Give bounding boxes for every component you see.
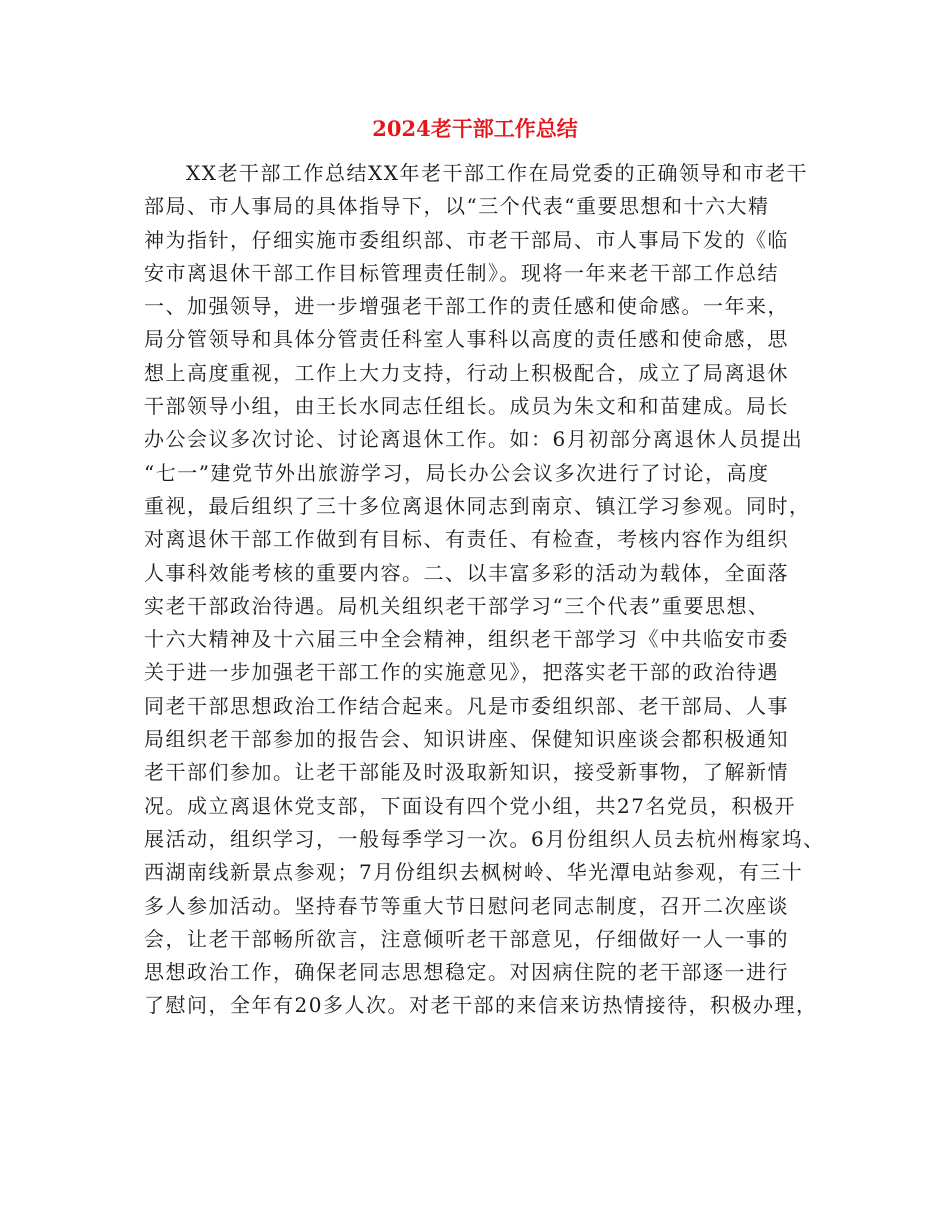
body-line: 想上高度重视，工作上大力支持，行动上积极配合，成立了局离退休 [144, 360, 789, 385]
body-line: 老干部们参加。让老干部能及时汲取新知识，接受新事物，了解新情 [144, 760, 789, 785]
body-line: 局分管领导和具体分管责任科室人事科以高度的责任感和使命感，思 [144, 327, 789, 352]
body-line: 部局、市人事局的具体指导下，以“三个代表“重要思想和十六大精 [144, 194, 770, 219]
body-line: 况。成立离退休党支部，下面设有四个党小组，共27名党员，积极开 [144, 793, 796, 818]
body-line: “七一”建党节外出旅游学习，局长办公会议多次进行了讨论，高度 [144, 460, 770, 485]
body-line: 神为指针，仔细实施市委组织部、市老干部局、市人事局下发的《临 [144, 227, 789, 252]
body-line: 会，让老干部畅所欲言，注意倾听老干部意见，仔细做好一人一事的 [144, 926, 789, 951]
body-line: 关于进一步加强老干部工作的实施意见》，把落实老干部的政治待遇 [144, 660, 779, 685]
body-line: 对离退休干部工作做到有目标、有责任、有检查，考核内容作为组织 [144, 527, 789, 552]
body-line: 局组织老干部参加的报告会、知识讲座、保健知识座谈会都积极通知 [144, 727, 789, 752]
body-line: 展活动，组织学习，一般每季学习一次。6月份组织人员去杭州梅家坞、 [144, 826, 825, 851]
document-title: 2024老干部工作总结 [372, 116, 578, 141]
body-line: 多人参加活动。坚持春节等重大节日慰问老同志制度，召开二次座谈 [144, 893, 789, 918]
body-line: 安市离退休干部工作目标管理责任制》。现将一年来老干部工作总结 [144, 260, 779, 285]
body-line: 同老干部思想政治工作结合起来。凡是市委组织部、老干部局、人事 [144, 693, 789, 718]
body-line: 了慰问，全年有20多人次。对老干部的来信来访热情接待，积极办理， [144, 993, 818, 1018]
body-line: 思想政治工作，确保老同志思想稳定。对因病住院的老干部逐一进行 [144, 960, 789, 985]
body-line: 西湖南线新景点参观；7月份组织去枫树岭、华光潭电站参观，有三十 [144, 860, 804, 885]
body-line: 重视，最后组织了三十多位离退休同志到南京、镇江学习参观。同时， [144, 493, 811, 518]
body-line: 干部领导小组，由王长水同志任组长。成员为朱文和和苗建成。局长 [144, 394, 789, 419]
body-line: XX老干部工作总结XX年老干部工作在局党委的正确领导和市老干 [186, 161, 808, 185]
body-line: 人事科效能考核的重要内容。二、以丰富多彩的活动为载体，全面落 [144, 560, 789, 585]
body-line: 办公会议多次讨论、讨论离退休工作。如：6月初部分离退休人员提出 [144, 427, 804, 452]
body-line: 一、加强领导，进一步增强老干部工作的责任感和使命感。一年来， [144, 294, 789, 319]
body-line: 十六大精神及十六届三中全会精神，组织老干部学习《中共临安市委 [144, 627, 789, 652]
body-line: 实老干部政治待遇。局机关组织老干部学习“三个代表”重要思想、 [144, 593, 770, 618]
document-body [144, 157, 824, 1023]
